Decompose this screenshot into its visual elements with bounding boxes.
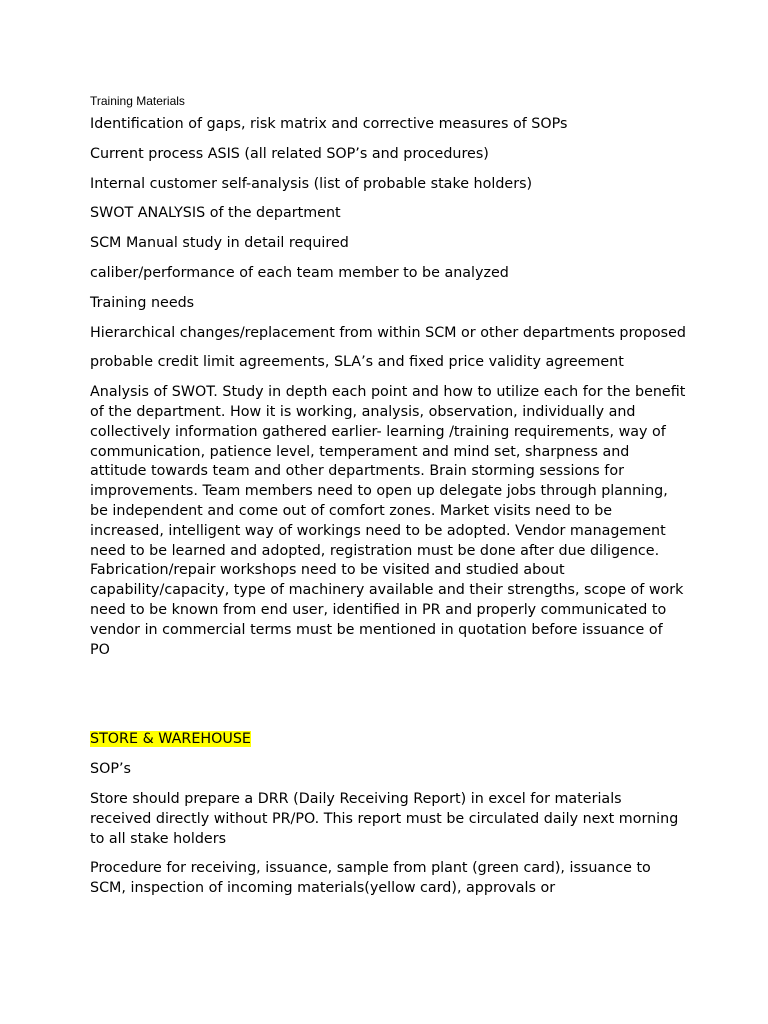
- document-title: Training Materials: [90, 94, 185, 108]
- section-subheading: SOP’s: [90, 761, 131, 778]
- highlighted-heading-text: STORE & WAREHOUSE: [90, 731, 251, 748]
- list-item: SWOT ANALYSIS of the department: [90, 205, 341, 222]
- spacer: [90, 670, 686, 730]
- store-paragraph: Store should prepare a DRR (Daily Receiving Report) in excel for materials received directly without PR/PO. This report must be circulated daily next morning to all stake holders: [90, 790, 679, 847]
- list-item: Internal customer self-analysis (list of probable stake holders): [90, 175, 533, 192]
- list-item: Hierarchical changes/replacement from within SCM or other departments proposed: [90, 324, 686, 341]
- list-item: Training needs: [90, 294, 195, 311]
- list-item: Current process ASIS (all related SOP’s and procedures): [90, 145, 489, 162]
- section-heading: [90, 730, 686, 750]
- list-item: SCM Manual study in detail required: [90, 235, 349, 252]
- list-item: probable credit limit agreements, SLA’s and fixed price validity agreement: [90, 354, 624, 371]
- swot-analysis-paragraph: Analysis of SWOT. Study in depth each point and how to utilize each for the benefit of the department. How it is working, analysis, observation, individually and collectively information gathered earlier- learning /training requirements, way of communication, patience level, temperament and mind set, sharpness and attitude towards team and other departments. Brain storming sessions for improvements. Team members need to open up delegate jobs through planning, be independent and come out of comfort zones. Market visits need to be increased, intelligent way of workings need to be adopted. Vendor management need to be learned and adopted, registration must be done after due diligence. Fabrication/repair workshops need to be visited and studied about capability/capacity, type of machinery available and their strengths, scope of work need to be known from end user, identified in PR and properly communicated to vendor in commercial terms must be mentioned in quotation before issuance of PO: [90, 384, 686, 658]
- list-item: caliber/performance of each team member to be analyzed: [90, 264, 509, 281]
- store-paragraph: Procedure for receiving, issuance, sample from plant (green card), issuance to SCM, inspection of incoming materials(yellow card), approvals or: [90, 860, 651, 897]
- document-body: [90, 93, 686, 909]
- list-item: Identification of gaps, risk matrix and corrective measures of SOPs: [90, 116, 568, 132]
